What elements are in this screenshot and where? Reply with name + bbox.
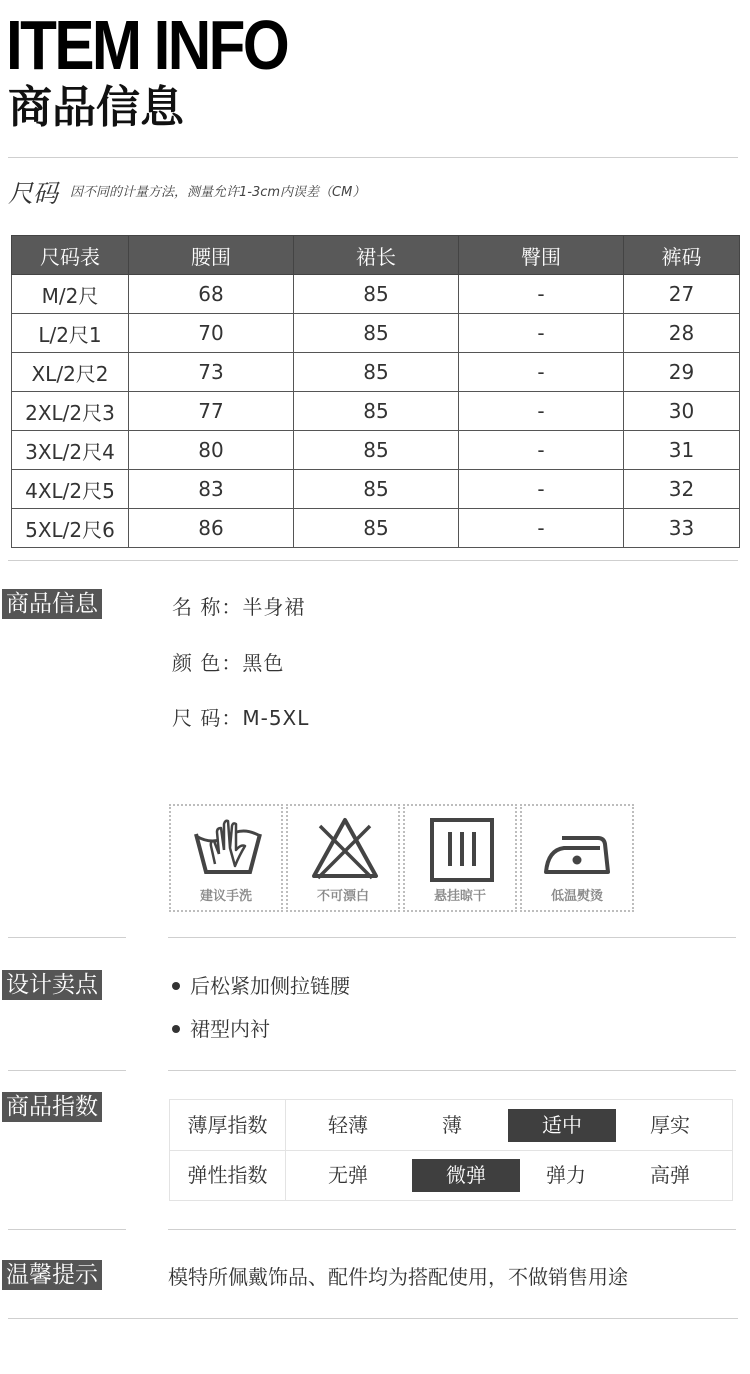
column-header: 臀围: [459, 236, 624, 275]
table-cell: XL/2尺2: [12, 353, 129, 392]
bullet-icon: [172, 982, 180, 990]
table-cell: 31: [624, 431, 740, 470]
hang-dry-icon: [427, 814, 497, 884]
table-cell: 85: [294, 314, 459, 353]
product-size: 尺 码：M-5XL: [172, 706, 310, 730]
size-section-title: 尺码: [8, 179, 59, 208]
section-label-notice: 温馨提示: [2, 1260, 102, 1290]
no-bleach-icon: [310, 814, 380, 884]
index-row-elasticity: [170, 1150, 732, 1200]
divider: [8, 1318, 738, 1319]
section-label-design: 设计卖点: [2, 970, 102, 1000]
table-cell: 70: [129, 314, 294, 353]
table-cell: -: [459, 353, 624, 392]
table-cell: -: [459, 275, 624, 314]
column-header: 裙长: [294, 236, 459, 275]
table-cell: 85: [294, 431, 459, 470]
column-header: 尺码表: [12, 236, 129, 275]
index-option: 弹力: [546, 1163, 586, 1187]
product-index-table: [169, 1099, 733, 1201]
section-label-product-info: 商品信息: [2, 589, 102, 619]
index-option-selected: 适中: [508, 1109, 616, 1142]
care-item: [403, 804, 517, 912]
care-label: 不可漂白: [316, 889, 369, 904]
table-cell: 4XL/2尺5: [12, 470, 129, 509]
table-row: [12, 314, 740, 353]
divider: [8, 157, 738, 158]
care-label: 悬挂晾干: [433, 889, 486, 904]
low-iron-icon: [544, 814, 614, 884]
page-title-chinese: 商品信息: [8, 82, 184, 133]
table-cell: 32: [624, 470, 740, 509]
table-row: [12, 275, 740, 314]
bullet-icon: [172, 1025, 180, 1033]
column-header: 腰围: [129, 236, 294, 275]
table-cell: 30: [624, 392, 740, 431]
table-cell: 85: [294, 275, 459, 314]
table-cell: 86: [129, 509, 294, 548]
table-cell: 3XL/2尺4: [12, 431, 129, 470]
table-cell: 5XL/2尺6: [12, 509, 129, 548]
table-cell: -: [459, 470, 624, 509]
table-cell: -: [459, 314, 624, 353]
table-cell: 83: [129, 470, 294, 509]
table-row: [12, 470, 740, 509]
table-cell: L/2尺1: [12, 314, 129, 353]
care-item: [286, 804, 400, 912]
care-item: [520, 804, 634, 912]
page-title-english: ITEM INFO: [6, 6, 288, 84]
design-point-text: 裙型内衬: [190, 1017, 270, 1041]
size-table-header: [12, 236, 740, 275]
design-point: [172, 970, 350, 999]
table-row: [12, 392, 740, 431]
index-option: 薄: [442, 1113, 462, 1137]
care-instructions: [169, 804, 637, 914]
care-item: [169, 804, 283, 912]
divider: [8, 937, 126, 938]
table-cell: 85: [294, 392, 459, 431]
index-row-name: 弹性指数: [170, 1150, 286, 1200]
table-cell: -: [459, 509, 624, 548]
table-cell: M/2尺: [12, 275, 129, 314]
table-cell: 68: [129, 275, 294, 314]
table-cell: -: [459, 392, 624, 431]
size-section-note: 因不同的计量方法，测量允许1-3cm内误差（CM）: [70, 185, 366, 200]
table-cell: 2XL/2尺3: [12, 392, 129, 431]
table-cell: 33: [624, 509, 740, 548]
table-cell: 80: [129, 431, 294, 470]
divider: [168, 1070, 736, 1071]
care-label: 低温熨烫: [550, 889, 603, 904]
divider: [168, 937, 736, 938]
section-label-index: 商品指数: [2, 1092, 102, 1122]
design-point-text: 后松紧加侧拉链腰: [190, 974, 350, 998]
index-option: 轻薄: [328, 1113, 368, 1137]
table-cell: 28: [624, 314, 740, 353]
table-cell: 29: [624, 353, 740, 392]
index-row-name: 薄厚指数: [170, 1100, 286, 1150]
table-cell: 73: [129, 353, 294, 392]
table-cell: 85: [294, 470, 459, 509]
index-option: 厚实: [650, 1113, 690, 1137]
index-option: 无弹: [328, 1163, 368, 1187]
index-option-selected: 微弹: [412, 1159, 520, 1192]
table-row: [12, 353, 740, 392]
divider: [8, 560, 738, 561]
notice-text: 模特所佩戴饰品、配件均为搭配使用，不做销售用途: [168, 1265, 628, 1289]
index-row-thickness: [170, 1100, 732, 1151]
size-table: [11, 235, 740, 548]
divider: [8, 1229, 126, 1230]
table-cell: 85: [294, 509, 459, 548]
hand-wash-icon: [193, 814, 263, 884]
table-cell: 27: [624, 275, 740, 314]
table-row: [12, 509, 740, 548]
product-name: 名 称：半身裙: [172, 595, 306, 619]
table-cell: 85: [294, 353, 459, 392]
divider: [168, 1229, 736, 1230]
care-label: 建议手洗: [199, 889, 252, 904]
index-option: 高弹: [650, 1163, 690, 1187]
product-color: 颜 色：黑色: [172, 651, 285, 675]
design-point: [172, 1013, 270, 1042]
table-cell: -: [459, 431, 624, 470]
table-cell: 77: [129, 392, 294, 431]
column-header: 裤码: [624, 236, 740, 275]
table-row: [12, 431, 740, 470]
divider: [8, 1070, 126, 1071]
